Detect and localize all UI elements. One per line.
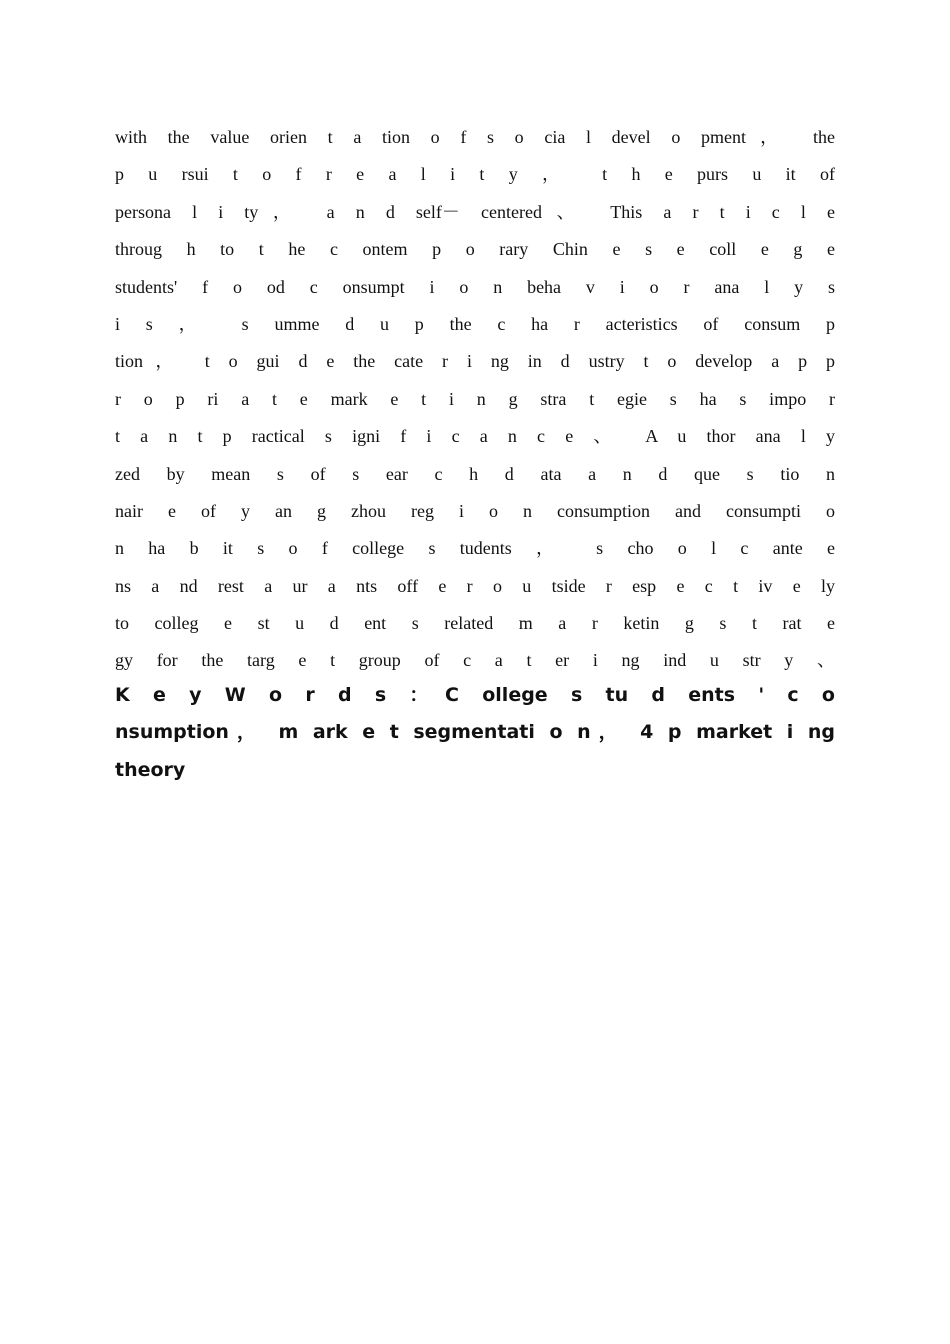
abstract-line: nair e of y an g zhou reg i o n consumption and consumpti o (115, 500, 835, 521)
abstract-line: students' f o od c onsumpt i o n beha v i o r ana l y s (115, 276, 835, 297)
abstract-line: r o p ri a t e mark e t i n g stra t egie s ha s impo r (115, 388, 835, 409)
abstract-line: ns a nd rest a ur a nts off e r o u tside r esp e c t iv e ly (115, 575, 835, 596)
abstract-line: throug h to t he c ontem p o rary Chin e s e coll e g e (115, 239, 835, 260)
keywords-line: theory (115, 758, 186, 781)
abstract-line: to colleg e st u d ent s related m a r ketin g s t rat e (115, 613, 835, 634)
abstract-line: t a n t p ractical s igni f i c a n c e 、 A u thor ana l y (115, 426, 835, 447)
keywords-line: nsumption， m ark e t segmentati o n， 4 p market i ng (115, 721, 835, 744)
abstract-line: tion， t o gui d e the cate r i ng in d ustry t o develop a p p (115, 351, 835, 372)
abstract-paragraph (115, 119, 835, 680)
abstract-line: zed by mean s of s ear c h d ata a n d que s tio n (115, 463, 835, 484)
keywords-section (115, 677, 835, 789)
abstract-line: n ha b it s o f college s tudents ， s cho o l c ante e (115, 538, 835, 559)
abstract-line: gy for the targ e t group of c a t er i ng ind u str y 、 (115, 650, 835, 671)
abstract-line: with the value orien t a tion o f s o cia l devel o pment， the (115, 127, 835, 147)
abstract-line: p u rsui t o f r e a l i t y ， t h e purs u it of (115, 164, 835, 185)
abstract-line: i s ， s umme d u p the c ha r acteristics of consum p (115, 313, 835, 334)
keywords-line: K e y W o r d s ：C ollege s tu d ents ' c o (115, 684, 835, 706)
abstract-line: persona l i ty， a n d self－ centered、 This a r t i c l e (115, 201, 835, 222)
